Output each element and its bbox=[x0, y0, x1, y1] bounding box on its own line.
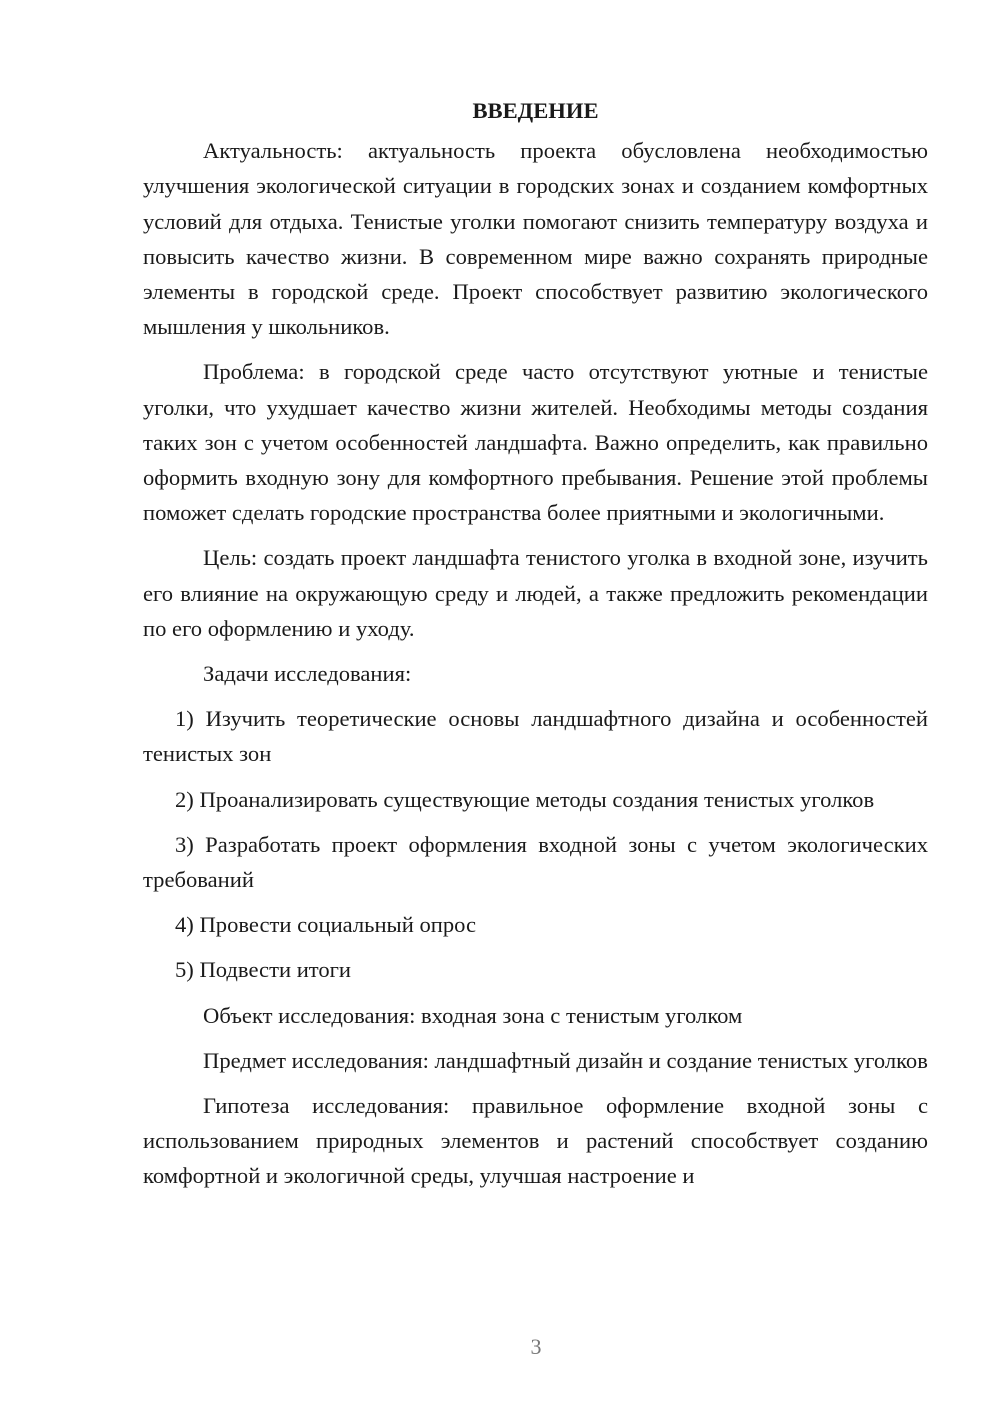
section-title: ВВЕДЕНИЕ bbox=[472, 98, 599, 123]
task-item-3: 3) Разработать проект оформления входной зоны с учетом экологических требований bbox=[143, 831, 928, 893]
paragraph-problem: Проблема: в городской среде часто отсутствуют уютные и тенистые уголки, что ухудшает качество жизни жителей. Необходимы методы создания таких зон с учетом особенностей ландшафта. Важно определить, как правильно оформить входную зону для комфортного пребывания. Решение этой проблемы поможет сделать городские пространства более приятными и экологичными. bbox=[143, 359, 928, 526]
paragraph-object: Объект исследования: входная зона с тенистым уголком bbox=[203, 1002, 743, 1028]
document-page bbox=[143, 93, 928, 1204]
paragraph-relevance: Актуальность: актуальность проекта обусловлена необходимостью улучшения экологической ситуации в городских зонах и созданием комфортных условий для отдыха. Тенистые уголки помогают снизить температуру воздуха и повысить качество жизни. В современном мире важно сохранять природные элементы в городской среде. Проект способствует развитию экологического мышления у школьников. bbox=[143, 138, 928, 340]
paragraph-goal: Цель: создать проект ландшафта тенистого уголка в входной зоне, изучить его влияние на окружающую среду и людей, а также предложить рекомендации по его оформлению и уходу. bbox=[143, 545, 928, 641]
task-item-4: 4) Провести социальный опрос bbox=[175, 912, 477, 938]
task-item-1: 1) Изучить теоретические основы ландшафтного дизайна и особенностей тенистых зон bbox=[143, 706, 928, 767]
task-item-5: 5) Подвести итоги bbox=[175, 957, 352, 983]
page-number: 3 bbox=[530, 1334, 542, 1359]
paragraph-hypothesis: Гипотеза исследования: правильное оформление входной зоны с использованием природных элементов и растений способствует созданию комфортной и экологичной среды, улучшая настроение и bbox=[143, 1093, 928, 1189]
paragraph-subject: Предмет исследования: ландшафтный дизайн и создание тенистых уголков bbox=[203, 1047, 928, 1073]
tasks-heading: Задачи исследования: bbox=[203, 661, 412, 687]
task-item-2: 2) Проанализировать существующие методы создания тенистых уголков bbox=[175, 786, 875, 812]
